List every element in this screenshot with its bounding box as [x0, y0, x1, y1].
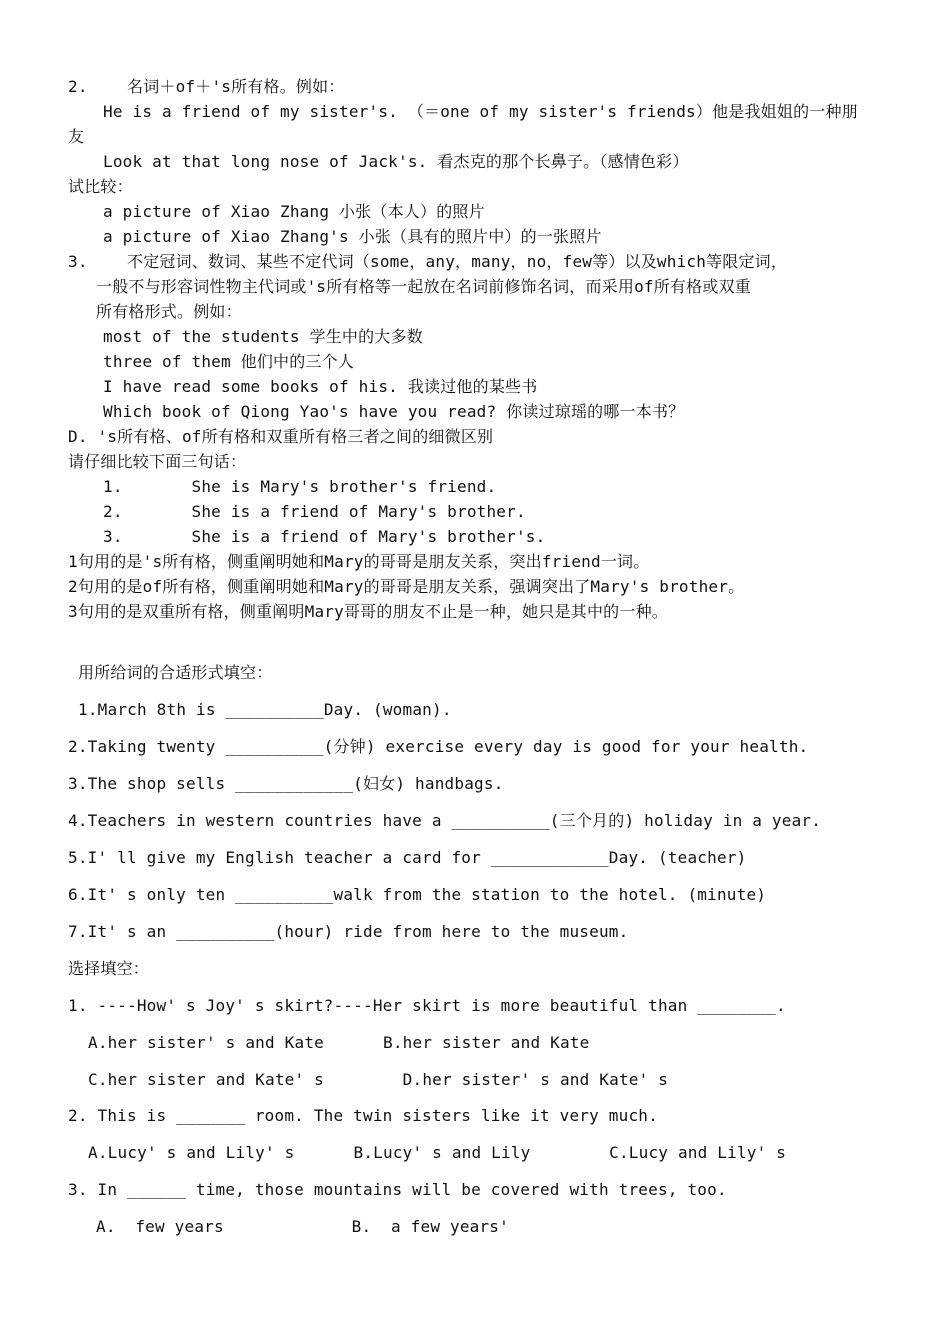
exercise-item: 3.The shop sells ____________(妇女) handbags.	[68, 774, 504, 793]
question-item: 3. In ______ time, those mountains will be covered with trees, too.	[68, 1180, 727, 1199]
text-line: a picture of Xiao Zhang 小张（本人）的照片	[103, 202, 485, 221]
text-line: 友	[68, 127, 85, 146]
text-line: D. 's所有格、of所有格和双重所有格三者之间的细微区别	[68, 427, 494, 446]
text-line: Which book of Qiong Yao's have you read? 你读过琼瑶的哪一本书？	[103, 402, 685, 421]
text-line: 请仔细比较下面三句话：	[68, 452, 247, 471]
text-line: most of the students 学生中的大多数	[103, 327, 423, 346]
text-line: 3. 不定冠词、数词、某些不定代词（some，any，many，no，few等）以及which等限定词，	[68, 252, 788, 271]
exercise-item: 6.It' s only ten __________walk from the station to the hotel. (minute)	[68, 885, 767, 904]
answer-options: A.Lucy' s and Lily' s B.Lucy' s and Lily C.Lucy and Lily' s	[88, 1143, 787, 1162]
exercise-item: 4.Teachers in western countries have a __________(三个月的) holiday in a year.	[68, 811, 822, 830]
exercise-item: 7.It' s an __________(hour) ride from here to the museum.	[68, 922, 629, 941]
text-line: 2. She is a friend of Mary's brother.	[103, 502, 526, 521]
text-line: 试比较：	[68, 177, 133, 196]
question-item: 2. This is _______ room. The twin sisters like it very much.	[68, 1106, 658, 1125]
text-line: three of them 他们中的三个人	[103, 352, 355, 371]
exercise-item: 2.Taking twenty __________(分钟) exercise every day is good for your health.	[68, 737, 809, 756]
text-line: He is a friend of my sister's. （＝one of my sister's friends）他是我姐姐的一种朋	[103, 102, 858, 121]
answer-options: C.her sister and Kate' s D.her sister' s and Kate' s	[88, 1070, 669, 1089]
text-line: 1. She is Mary's brother's friend.	[103, 477, 497, 496]
answer-options: A.her sister' s and Kate B.her sister and Kate	[88, 1033, 590, 1052]
text-line: Look at that long nose of Jack's. 看杰克的那个长鼻子。（感情色彩）	[103, 152, 689, 171]
text-line: 所有格形式。例如：	[96, 302, 242, 321]
text-line: I have read some books of his. 我读过他的某些书	[103, 377, 538, 396]
section-heading: 用所给词的合适形式填空：	[78, 663, 273, 682]
text-line: 1句用的是's所有格，侧重阐明她和Mary的哥哥是朋友关系，突出friend一词。	[68, 552, 650, 571]
exercise-item: 5.I' ll give my English teacher a card for ____________Day. (teacher)	[68, 848, 747, 867]
text-line: a picture of Xiao Zhang's 小张（具有的照片中）的一张照片	[103, 227, 602, 246]
exercise-item: 1.March 8th is __________Day. (woman).	[78, 700, 452, 719]
text-line: 一般不与形容词性物主代词或's所有格等一起放在名词前修饰名词，而采用of所有格或双重	[96, 277, 751, 296]
text-line: 3句用的是双重所有格，侧重阐明Mary哥哥的朋友不止是一种，她只是其中的一种。	[68, 602, 668, 621]
text-line: 3. She is a friend of Mary's brother's.	[103, 527, 546, 546]
text-line: 2句用的是of所有格，侧重阐明她和Mary的哥哥是朋友关系，强调突出了Mary's brother。	[68, 577, 745, 596]
text-line: 2. 名词＋of＋'s所有格。例如：	[68, 77, 345, 96]
section-heading: 选择填空：	[68, 959, 150, 978]
question-item: 1. ----How' s Joy' s skirt?----Her skirt is more beautiful than ________.	[68, 996, 786, 1015]
answer-options: A. few years B. a few years'	[96, 1217, 509, 1236]
